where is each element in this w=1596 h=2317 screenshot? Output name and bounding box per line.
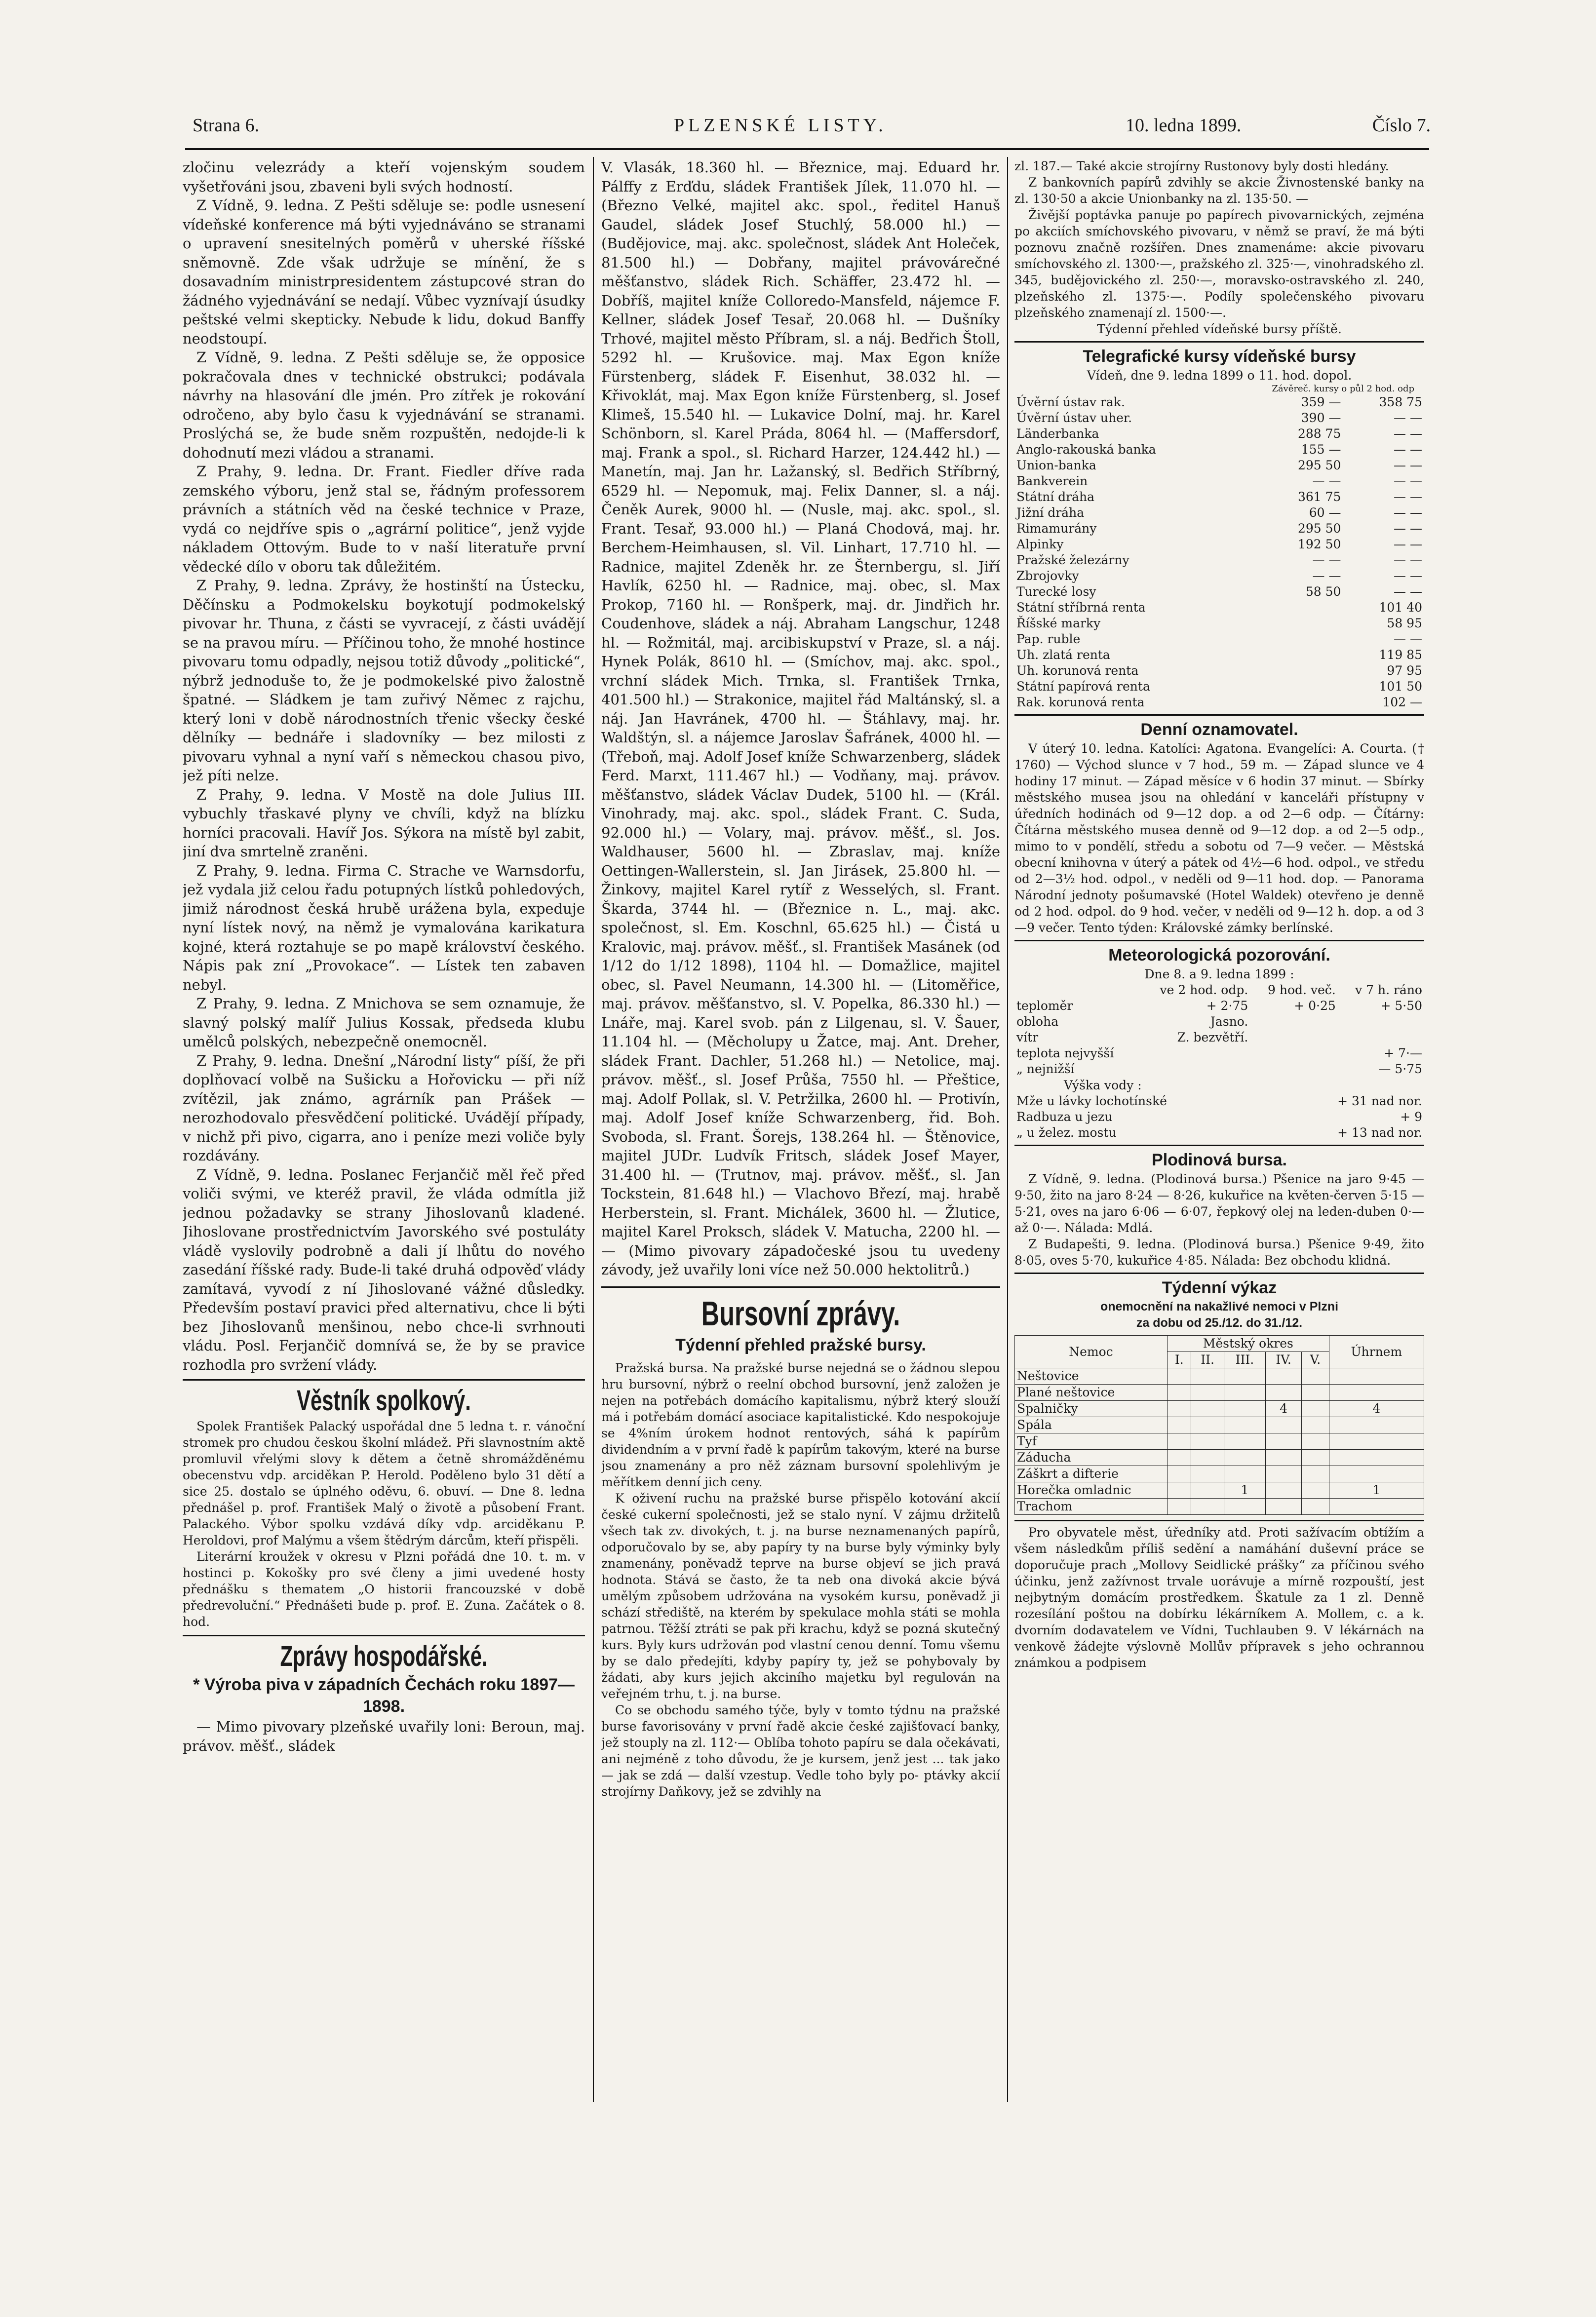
telegraph-name: Anglo-rakouská banka — [1016, 442, 1156, 457]
column-divider-1 — [593, 157, 594, 2102]
telegraph-name: Říšské marky — [1016, 616, 1101, 630]
section-rule — [1014, 940, 1424, 941]
vykaz-cell — [1168, 1417, 1191, 1433]
vykaz-cell — [1191, 1482, 1224, 1499]
telegraph-value-1: 295 50 — [1297, 458, 1341, 472]
vykaz-disease: Trachom — [1015, 1499, 1168, 1515]
issue-number: Číslo 7. — [1372, 115, 1431, 136]
telegraph-value-1: — — — [1312, 569, 1341, 583]
vykaz-cell — [1265, 1368, 1301, 1385]
telegraph-column-head: Závěreč. kursy o půl 2 hod. odp — [1272, 384, 1414, 394]
vykaz-head-okres: Městský okres — [1168, 1336, 1329, 1352]
water-heading: Výška vody : — [1064, 1078, 1142, 1092]
vykaz-row — [1015, 1401, 1424, 1417]
column-3 — [1014, 158, 1424, 2098]
article-text: Z Prahy, 9. ledna. Zprávy, že hostinští na Ústecku, Děčínsku a Podmokelsku boykotují podmokelský pivovar hr. Thuna, z části se vyvracejí, z části uvádějí se na pravou míru. — Příčinou toho, že mnohé hostince pivovaru tomu odpadly, nejsou totiž důvody „politické“, nýbrž jednoduše to, že je podmokelské pivo žalostně špatné. — Sládkem je tam zuřivý Němec z rajchu, který loni v době národnostních třenic všecky české dělníky — bednáře i sladovníky — bez milosti z pivovaru vyhnal a nyní vaří s německou chasou pivo, jež píti nelze. — [183, 577, 585, 784]
vykaz-disease: Záškrt a difterie — [1015, 1466, 1168, 1482]
plodinova-heading: Plodinová bursa. — [1152, 1151, 1287, 1169]
telegraph-name: Úvěrní ústav uher. — [1016, 411, 1132, 425]
section-rule — [183, 1635, 585, 1636]
meteo-value — [1138, 1045, 1250, 1061]
telegraph-row — [1014, 426, 1424, 442]
vykaz-cell — [1302, 1417, 1329, 1433]
telegraph-row — [1014, 695, 1424, 710]
article-text: Pražská bursa. Na pražské burse nejedná se o žádnou slepou hru bursovní, nýbrž o reelní obchod bursovní, jenž založen je nejen na potřebách domácího kapitalismu, nýbrž který slouží má i potřebám domácí asociace kapitalistické. Kdo nespokojuje se 4%ním úrokem hodnot rentových, sáhá k papírům dividendním a v první řadě k papírům takovým, které na burse jsou znamenány a pro něž záznam bursovní spolehlivým je měřítkem denní jich ceny. — [601, 1360, 1000, 1489]
telegraph-name: Úvěrní ústav rak. — [1016, 395, 1125, 409]
telegraph-value-1 — [1262, 600, 1343, 616]
meteo-value — [1138, 1061, 1250, 1077]
vykaz-cell — [1168, 1368, 1191, 1385]
telegraph-value-1: 288 75 — [1297, 426, 1341, 441]
water-name: Radbuza u jezu — [1016, 1110, 1113, 1124]
telegraph-name: Uh. korunová renta — [1016, 663, 1139, 678]
vykaz-cell — [1191, 1433, 1224, 1450]
meteo-name: teploměr — [1016, 999, 1073, 1013]
telegraph-value-2: — — — [1394, 569, 1422, 583]
vykaz-cell — [1224, 1417, 1265, 1433]
water-value: + 31 nad nor. — [1337, 1094, 1422, 1108]
telegraph-value-2: — — — [1394, 490, 1422, 504]
zpravy-heading: Zprávy hospodářské. — [280, 1640, 488, 1672]
telegraph-value-1 — [1262, 631, 1343, 647]
vykaz-cell — [1302, 1499, 1329, 1515]
meteo-name: obloha — [1016, 1014, 1059, 1029]
meteo-head-col: ve 2 hod. odp. — [1160, 983, 1248, 997]
vykaz-cell — [1302, 1401, 1329, 1417]
vykaz-cell — [1302, 1385, 1329, 1401]
vykaz-row — [1015, 1482, 1424, 1499]
telegraph-row — [1014, 663, 1424, 679]
newspaper-title: PLZENSKÉ LISTY. — [674, 115, 887, 136]
article-text: Z Budapešti, 9. ledna. (Plodinová bursa.) Pšenice 9·49, žito 8·05, oves 5·70, kukuřice 4·85. Nálada: Bez obchodu klidná. — [1014, 1237, 1424, 1268]
article-text: Z Prahy, 9. ledna. Firma C. Strache ve Warnsdorfu, jež vydala již celou řadu potupných lístků pohledových, jimiž národnost česká hrubě urážena byla, expeduje nyní lístek nový, na němž je vymalována karikatura kojné, která roztahuje se po mapě království českého. Nápis pak zní „Provokace“. — Lístek ten zabaven nebyl. — [183, 862, 585, 993]
vykaz-cell — [1168, 1450, 1191, 1466]
meteo-name: teplota nejvyšší — [1016, 1046, 1114, 1060]
page-number: Strana 6. — [193, 115, 260, 136]
vykaz-row — [1015, 1466, 1424, 1482]
article-text: Týdenní přehled vídeňské bursy příště. — [1097, 322, 1342, 336]
telegraph-value-1 — [1262, 647, 1343, 663]
article-text: Z Prahy, 9. ledna. Z Mnichova se sem oznamuje, že slavný polský malíř Julius Kossak, předseda klubu umělců polských, nebezpečně onemocněl. — [183, 995, 585, 1050]
vykaz-cell — [1168, 1385, 1191, 1401]
meteo-name: vítr — [1016, 1030, 1039, 1044]
vykaz-disease: Neštovice — [1015, 1368, 1168, 1385]
vykaz-subheading: onemocnění na nakažlivé nemoci v Plzni — [1100, 1300, 1339, 1313]
section-rule — [183, 1379, 585, 1381]
telegraph-row — [1014, 568, 1424, 584]
vykaz-row — [1015, 1450, 1424, 1466]
section-rule — [1014, 714, 1424, 716]
telegraph-name: Turecké losy — [1016, 584, 1096, 599]
telegraph-row — [1014, 473, 1424, 489]
article-text: Z Vídně, 9. ledna. (Plodinová bursa.) Pšenice na jaro 9·45 — 9·50, žito na jaro 8·24 — 8·26, kukuřice na květen-červen 5·15 — 5·21, oves na jaro 6·06 — 6·07, řepkový olej na leden-duben 0·— až 0·—. Nálada: Mdlá. — [1014, 1172, 1424, 1235]
article-text: Spolek František Palacký uspořádal dne 5 ledna t. r. vánoční stromek pro chudou českou školní mládež. Při slavnostním aktě promluvil vřelými slovy k dětem a četně shromážděnému obecenstvu vdp. arciděkan P. Herold. Poděleno bylo 31 dětí a sice 25. dostalo se úplného oděvu, 6. obuví. — Dne 8. ledna přednášel p. prof. František Malý o životě a působení Frant. Palackého. Výbor spolku vzdává díky vdp. arciděkanu P. Heroldovi, prof Malýmu a všem štědrým dárcům, kteří přispěli. — [183, 1419, 585, 1547]
meteo-value — [1250, 1045, 1337, 1061]
telegraph-row — [1014, 489, 1424, 505]
vykaz-head-col: II. — [1191, 1352, 1224, 1368]
meteo-value: Z. bezvětří. — [1177, 1030, 1248, 1044]
article-text: Z Vídně, 9. ledna. Z Pešti sděluje se: podle usnesení vídeňské konference má býti vyjednáváno se stranami o upravení snesitelných poměrů v uherské říšské sněmovně. Zde však udržuje se mínění, že s dosavadním ministrpresidentem zástupcové stran do žádného vyjednávání se nedají. Vůbec vyznívají úsudky peštské velmi skepticky. Nebude k lidu, dokud Banffy neodstoupí. — [183, 197, 585, 347]
vykaz-cell — [1265, 1417, 1301, 1433]
telegraph-value-1 — [1262, 663, 1343, 679]
meteo-value: + 0·25 — [1294, 999, 1336, 1013]
vykaz-disease: Horečka omladnic — [1015, 1482, 1168, 1499]
water-value: + 9 — [1400, 1110, 1422, 1124]
telegraph-value-2: — — — [1394, 632, 1422, 646]
vykaz-cell — [1224, 1499, 1265, 1515]
vykaz-table — [1014, 1335, 1424, 1515]
section-rule — [601, 1286, 1000, 1288]
article-text: — Mimo pivovary plzeňské uvařily loni: Beroun, maj. právov. měšť., sládek — [183, 1718, 585, 1754]
vykaz-cell — [1224, 1466, 1265, 1482]
vykaz-cell — [1265, 1499, 1301, 1515]
section-rule — [1014, 341, 1424, 343]
telegraph-value-2: — — — [1394, 553, 1422, 567]
telegraph-value-2: — — — [1394, 426, 1422, 441]
telegraph-name: Zbrojovky — [1016, 569, 1079, 583]
telegraph-value-1: — — — [1312, 553, 1341, 567]
telegraph-value-2: 101 50 — [1379, 679, 1422, 694]
telegraph-name: Union-banka — [1016, 458, 1096, 472]
vykaz-cell — [1302, 1450, 1329, 1466]
vykaz-cell — [1302, 1466, 1329, 1482]
vykaz-cell — [1265, 1450, 1301, 1466]
meteo-row — [1014, 1045, 1424, 1061]
vykaz-head-uhrnem: Úhrnem — [1329, 1336, 1424, 1368]
vykaz-total — [1329, 1466, 1424, 1482]
meteo-value: + 7·— — [1384, 1046, 1422, 1060]
vykaz-cell — [1168, 1466, 1191, 1482]
article-text: V úterý 10. ledna. Katolíci: Agatona. Evangelíci: A. Courta. († 1760) — Východ slunce v 7 hod., 59 m. — Západ slunce ve 4 hodiny 17 minut. — Západ měsíce v 6 hodin 37 minut. — Sbírky městského musea jsou na ohledání v kanceláři přístupny v úředních hodinách od 9—12 dop. a od 2—6 odp. — Čítárny: Čítárna městského musea denně od 9—12 dop. a od 2—5 odp., mimo to v pondělí, středu a sobotu od 7—9 večer. — Městská obecní knihovna v úterý a pátek od 4½—6 hod. odpol., ve středu od 2—3½ hod. odpol., v neděli od 9—11 hod. dop. — Panorama Národní jednoty pošumavské (Hotel Waldek) otevřeno je denně od 2 hod. odpol. do 9 hod. večer, v neděli od 9—12 h. dop. a od 3—9 večer. Tento týden: Královské zámky berlínské. — [1014, 741, 1424, 935]
meteo-subheading: Dne 8. a 9. ledna 1899 : — [1144, 967, 1294, 981]
vykaz-cell — [1168, 1401, 1191, 1417]
meteo-value — [1250, 1014, 1337, 1030]
vykaz-cell — [1191, 1401, 1224, 1417]
advertisement-text: Pro obyvatele měst, úředníky atd. Proti sažívacím obtížím a všem následkům příliš sedění a namáhání duševní práce se doporučuje prach „Mollovy Seidlické prášky“ za příčinou svého účinku, jenž zažívnost trvale uorávuje a mírně rozpouští, jest nejbytným domácím prostředkem. Škatule za 1 zl. Denně rozesílání poštou na dobírku lékárníkem A. Mollem, c. a k. dvorním dodavatelem ve Vídni, Tuchlauben 9. V lékárnách na venkově žádejte výslovně Mollův přípravek s jeho ochrannou známkou a podpisem — [1014, 1525, 1424, 1670]
vykaz-head-col: V. — [1302, 1352, 1329, 1368]
meteo-value — [1250, 1030, 1337, 1045]
telegraph-row — [1014, 600, 1424, 616]
vykaz-cell: 4 — [1265, 1401, 1301, 1417]
vykaz-row — [1015, 1385, 1424, 1401]
telegraph-row — [1014, 552, 1424, 568]
vestnik-heading: Věstník spolkový. — [297, 1385, 471, 1417]
telegraph-name: Bankverein — [1016, 474, 1088, 488]
article-text: Literární kroužek v okresu v Plzni pořádá dne 10. t. m. v hostinci p. Kokošky pro své členy a jimi uvedené hosty přednášku s thematem „O historii francouzské v době předrevoluční.“ Přednášeti bude p. prof. E. Zuna. Začátek o 8. hod. — [183, 1549, 585, 1629]
vykaz-cell — [1191, 1466, 1224, 1482]
vykaz-cell — [1191, 1385, 1224, 1401]
telegraph-value-1: 361 75 — [1297, 490, 1341, 504]
telegraph-value-2: — — — [1394, 521, 1422, 536]
vykaz-head-col: I. — [1168, 1352, 1191, 1368]
telegraph-name: Rimamurány — [1016, 521, 1097, 536]
telegraph-name: Alpinky — [1016, 537, 1064, 551]
telegraph-value-2: — — — [1394, 505, 1422, 520]
telegraph-value-1: 192 50 — [1297, 537, 1341, 551]
telegraph-row — [1014, 647, 1424, 663]
vykaz-cell — [1302, 1368, 1329, 1385]
telegraph-name: Uh. zlatá renta — [1016, 648, 1110, 662]
meteo-value: Jasno. — [1210, 1014, 1248, 1029]
water-table — [1014, 1093, 1424, 1141]
article-text: Co se obchodu samého týče, byly v tomto týdnu na pražské burse favorisovány v první řadě akcie české zajišťovací banky, jež stouply na zl. 112·— Oblíba tohoto papíru se dala očekávati, ani nejméně z toho důvodu, že je kursem, jenž jest ... tak jako — jak se zdá — další vzestup. Vedle toho byly po- ptávky akcií strojírny Daňkovy, jež se zdvihly na — [601, 1702, 1000, 1799]
vykaz-cell — [1191, 1417, 1224, 1433]
telegraph-subheading: Vídeň, dne 9. ledna 1899 o 11. hod. dopol. — [1087, 368, 1352, 383]
meteo-value — [1250, 1061, 1337, 1077]
vykaz-head-col: III. — [1224, 1352, 1265, 1368]
telegraph-row — [1014, 616, 1424, 631]
vykaz-total — [1329, 1433, 1424, 1450]
telegraph-value-2: 101 40 — [1379, 600, 1422, 615]
vykaz-cell — [1168, 1499, 1191, 1515]
meteo-value: — 5·75 — [1378, 1062, 1422, 1076]
vykaz-disease: Spála — [1015, 1417, 1168, 1433]
telegraph-name: Jižní dráha — [1016, 505, 1085, 520]
column-1 — [183, 158, 585, 2098]
telegraph-value-1 — [1262, 679, 1343, 695]
vykaz-disease: Spalničky — [1015, 1401, 1168, 1417]
telegraph-value-2: 358 75 — [1379, 395, 1422, 409]
telegraph-value-2: — — — [1394, 537, 1422, 551]
vykaz-cell — [1302, 1433, 1329, 1450]
article-text: Z Prahy, 9. ledna. V Mostě na dole Julius III. vybuchly třaskavé plyny ve chvíli, když na blízku horníci pracovali. Havíř Jos. Sýkora na místě byl zabit, jiní dva smrtelně zraněni. — [183, 786, 585, 860]
telegraph-name: Pražské železárny — [1016, 553, 1129, 567]
telegraph-row — [1014, 631, 1424, 647]
vykaz-date: za dobu od 25./12. do 31./12. — [1136, 1316, 1303, 1330]
vykaz-cell — [1224, 1385, 1265, 1401]
vykaz-cell — [1224, 1433, 1265, 1450]
meteo-table — [1014, 982, 1424, 1077]
vykaz-cell: 1 — [1224, 1482, 1265, 1499]
telegraph-row — [1014, 584, 1424, 600]
section-rule — [1014, 1273, 1424, 1274]
meteo-row — [1014, 1061, 1424, 1077]
vykaz-row — [1015, 1433, 1424, 1450]
article-text: zl. 187.— Také akcie strojírny Rustonovy byly dosti hledány. — [1014, 159, 1389, 173]
telegraph-name: Rak. korunová renta — [1016, 695, 1145, 709]
vykaz-cell — [1224, 1450, 1265, 1466]
water-row — [1014, 1093, 1424, 1109]
telegraph-row — [1014, 679, 1424, 695]
water-name: Mže u lávky lochotínské — [1016, 1094, 1167, 1108]
vykaz-total — [1329, 1368, 1424, 1385]
column-2 — [601, 158, 1000, 2098]
article-text: zločinu velezrády a kteří vojenským soudem vyšetřováni jsou, zbaveni byli svých hodností. — [183, 159, 585, 195]
vykaz-row — [1015, 1499, 1424, 1515]
article-text: Z Vídně, 9. ledna. Z Pešti sděluje se, že opposice pokračovala dnes v technické obstrukci; podávala návrhy na hlasování dle jmén. Pro zítřek je rokování odročeno, aby bylo času k vyjednávání se stranami. Proslýchá se, že bude sněm rozpuštěn, nedojde-li k dohodnutí mezi vládou a stranami. — [183, 349, 585, 461]
telegraph-value-2: 58 95 — [1387, 616, 1422, 630]
vykaz-heading: Týdenní výkaz — [1162, 1278, 1277, 1297]
bursa-subheading: Týdenní přehled pražské bursy. — [675, 1335, 926, 1354]
telegraph-value-1: 390 — — [1301, 411, 1341, 425]
telegraph-value-2: 119 85 — [1379, 648, 1422, 662]
article-text: Z Vídně, 9. ledna. Poslanec Ferjančič měl řeč před voliči svými, ve kteréž pravil, že vláda odmítla již jednou požadavky se strany Jihoslovanů kladené. Jihoslovane prostřednictvím Javorského své postuláty vládě vyslovily podrobně a dali jí lhůtu do nového zasedání říšské rady. Bude-li také druhá odpověď vlády zamítavá, vyvodí z ní Jihoslované vážné důsledky. Především postaví pravici před alternativu, chce li býti bez Jihoslovanů menšinou, nebo chce-li svrhnouti vládu. Posl. Ferjančič domnívá se, že by se pravice rozhodla pro svržení vlády. — [183, 1166, 585, 1373]
telegraph-row — [1014, 521, 1424, 537]
vykaz-row — [1015, 1417, 1424, 1433]
article-text: Z bankovních papírů zdvihly se akcie Živnostenské banky na zl. 130·50 a akcie Unionbanky na zl. 135·50. — — [1014, 175, 1424, 206]
meteo-row — [1014, 1030, 1424, 1045]
column-divider-2 — [1007, 157, 1008, 2102]
telegraph-value-1: 60 — — [1309, 505, 1341, 520]
meteo-head-blank — [1014, 982, 1138, 998]
vykaz-row — [1015, 1368, 1424, 1385]
telegraph-table — [1014, 394, 1424, 710]
telegraph-value-2: 102 — — [1382, 695, 1422, 709]
telegraph-name: Pap. ruble — [1016, 632, 1081, 646]
bursa-heading: Bursovní zprávy. — [701, 1294, 900, 1333]
telegraph-row — [1014, 410, 1424, 426]
telegraph-row — [1014, 505, 1424, 521]
vykaz-cell — [1191, 1368, 1224, 1385]
article-text: V. Vlasák, 18.360 hl. — Březnice, maj. Eduard hr. Pálffy z Erďdu, sládek František Jílek, 11.070 hl. — (Březno Velké, majitel akc. spol., ředitel Hanuš Gaudel, sládek Josef Stuchlý, 58.000 hl.) — (Budějovice, maj. akc. společnost, sládek Ant Holeček, 81.500 hl.) — Dobřany, majitel právovárečné měšťanstvo, sládek Rich. Schäffer, 23.472 hl. — Dobříš, majitel kníže Colloredo-Mansfeld, nájemce F. Kellner, sládek Josef Tesař, 20.068 hl. — Dušníky Trhové, majitel město Příbram, sl. a náj. Bedřich Štoll, 5292 hl. — Krušovice. maj. Max Egon kníže Fürstenberg, sládek F. Eisenhut, 38.032 hl. — Křivoklát, maj. Max Egon kníže Fürstenberg, sl. Josef Klimeš, 15.540 hl. — Lukavice Dolní, maj. hr. Karel Schönborn, sl. Karel Práda, 8064 hl. — (Maffersdorf, maj. Frank a spol., sl. Richard Harzer, 124.442 hl.) — Manetín, maj. Jan hr. Lažanský, sl. Bedřich Stříbrný, 6529 hl. — Nepomuk, maj. Felix Danner, sl. a náj. Čeněk Aurek, 9000 hl. — (Nusle, maj. akc. spol., sl. Frant. Tesař, 93.000 hl.) — Planá Chodová, maj. hr. Berchem-Heimhausen, sl. Vil. Linhart, 17.710 hl. — Radnice, majitel Zdeněk hr. ze Šternbergu, sl. Jiří Havlík, 6250 hl. — Radnice, maj. obec, sl. Max Prokop, 7160 hl. — Ronšperk, maj. dr. Jindřich hr. Coudenhove, sládek a náj. Abraham Langschur, 1248 hl. — Rožmitál, maj. arcibiskupství v Praze, sl. a náj. Hynek Polák, 8610 hl. — (Smíchov, maj. akc. spol., vrchní sládek Mich. Trnka, sl. František Trnka, 401.500 hl.) — Strakonice, majitel řád Maltánský, sl. a náj. Jan Havránek, 4700 hl. — Štáhlavy, maj. hr. Waldštýn, sl. a nájemce Jaroslav Šafránek, 4000 hl. — (Třeboň, maj. Adolf Josef kníže Schwarzenberg, sládek Ferd. Marxt, 111.467 hl.) — Vodňany, maj. právov. měšťanstvo, sládek Václav Dudek, 5100 hl. — (Král. Vinohrady, maj. akc. spol., sládek Frant. C. Suda, 92.000 hl.) — Volary, maj. právov. měšť., sl. Jos. Waldhauser, 5600 hl. — Zbraslav, maj. kníže Oettingen-Wallerstein, sl. Jan Jirásek, 25.800 hl. — Žinkovy, majitel Karel rytíř z Wesselých, sl. Frant. Škarda, 3744 hl. — (Březnice n. L., maj. akc. společnost, sl. Em. Koschnl, 65.625 hl.) — Čistá u Kralovic, maj. právov. měšť., sl. František Masánek (od 1/12 do 1/12 1898), 1104 hl. — Domažlice, majitel obec, sl. Pavel Neumann, 14.300 hl. — (Litoměřice, maj. právov. měšťanstvo, sl. V. Popelka, 86.330 hl.) — Lnáře, maj. Karel svob. pán z Lilgenau, sl. V. Šauer, 11.104 hl. — (Měcholupy u Žatce, maj. Ant. Dreher, sládek Frant. Dachler, 51.268 hl.) — Netolice, maj. právov. měšť., sl. Josef Průša, 7550 hl. — Přeštice, maj. Adolf Pollak, sl. V. Petržilka, 2600 hl. — Protivín, maj. Adolf Josef kníže Schwarzenberg, řid. Boh. Svoboda, sl. Frant. Šorejs, 138.264 hl. — Štěnovice, majitel JUDr. Ludvík Fritsch, sládek Josef Mayer, 31.400 hl. — (Trutnov, maj. právov. měšť., sl. Jan Tockstein, 81.648 hl.) — Vlachovo Březí, maj. hrabě Herberstein, sl. Frant. Michálek, 3600 hl. — Žlutice, majitel Karel Proksch, sládek V. Matucha, 2200 hl. — — (Mimo pivovary západočeské jsou tu uvedeny závody, jež uvařily loni více než 50.000 hektolitrů.) — [601, 159, 1000, 1278]
meteo-name: „ nejnižší — [1016, 1062, 1075, 1076]
water-value: + 13 nad nor. — [1337, 1125, 1422, 1140]
telegraph-value-2: — — — [1394, 442, 1422, 457]
issue-date: 10. ledna 1899. — [1126, 115, 1242, 136]
vykaz-total — [1329, 1385, 1424, 1401]
meteo-value: + 5·50 — [1380, 999, 1422, 1013]
meteo-value: + 2·75 — [1206, 999, 1248, 1013]
section-rule — [1014, 1145, 1424, 1146]
meteo-head-col: v 7 h. ráno — [1355, 983, 1422, 997]
meteo-value — [1338, 1014, 1424, 1030]
vykaz-cell — [1265, 1385, 1301, 1401]
meteo-heading: Meteorologická pozorování. — [1108, 946, 1330, 965]
telegraph-row — [1014, 394, 1424, 410]
telegraph-row — [1014, 458, 1424, 473]
vykaz-total: 1 — [1329, 1482, 1424, 1499]
vykaz-cell — [1191, 1450, 1224, 1466]
telegraph-value-2: — — — [1394, 411, 1422, 425]
water-name: „ u želez. mostu — [1016, 1125, 1117, 1140]
telegraph-value-1: — — — [1312, 474, 1341, 488]
vykaz-cell — [1224, 1368, 1265, 1385]
telegraph-value-2: — — — [1394, 474, 1422, 488]
article-text: Z Prahy, 9. ledna. Dnešní „Národní listy“ píší, že při doplňovací volbě na Sušicku a Hořovicku — při níž zvítězil, jak známo, agrárník pan Prášek — nerozhodovalo přesvědčení politické. Uvádějí případy, v nichž při pivo, cigarra, ano i peníze mezi voliče byly rozdávány. — [183, 1052, 585, 1164]
water-row — [1014, 1125, 1424, 1141]
telegraph-value-1 — [1262, 616, 1343, 631]
telegraph-name: Státní stříbrná renta — [1016, 600, 1146, 615]
article-text: K oživení ruchu na pražské burse přispělo kotování akcií české cukerní společnosti, jež se stalo nyní. V zájmu držitelů všech tak zv. divokých, t. j. na burse neznamenaných papírů, odporučovalo by se, aby papíry ty na burse byly výminky byly znamenány, poněvadž teprve na burse objeví se jich pravá hodnota. Stává se často, že ta neb ona divoká akcie bývá umělým způsobem udržována na vysokém kursu, poněvadž ji schází střediště, na kterém by spekulace mohla státi se mohla patrnou. Těžší ztráti se pak při krachu, když se pozná skutečný kurs. Byly kurs udržován pod vlastní cenou denní. Tomu všemu by se dalo předejíti, kdyby papíry ty, jež se pohybovaly by žádati, aby kurs jejich akciního majetku byl regulován na veřejném trhu, t. j. na burse. — [601, 1491, 1000, 1701]
vykaz-cell — [1302, 1482, 1329, 1499]
vykaz-cell — [1191, 1499, 1224, 1515]
meteo-row — [1014, 998, 1424, 1014]
telegraph-value-1: 58 50 — [1305, 584, 1341, 599]
telegraph-value-2: — — — [1394, 458, 1422, 472]
telegraph-row — [1014, 442, 1424, 458]
vykaz-cell — [1265, 1466, 1301, 1482]
telegraph-value-1 — [1262, 695, 1343, 710]
vykaz-head-col: IV. — [1265, 1352, 1301, 1368]
meteo-head-col: 9 hod. več. — [1267, 983, 1336, 997]
page-header — [193, 115, 1431, 144]
vykaz-cell — [1265, 1482, 1301, 1499]
subheading: * Výroba piva v západních Čechách roku 1897—1898. — [193, 1675, 575, 1716]
telegraph-value-2: 97 95 — [1387, 663, 1422, 678]
telegraph-name: Státní papírová renta — [1016, 679, 1150, 694]
meteo-value — [1338, 1030, 1424, 1045]
vykaz-cell — [1224, 1401, 1265, 1417]
vykaz-disease: Tyf — [1015, 1433, 1168, 1450]
telegraph-name: Státní dráha — [1016, 490, 1095, 504]
telegraph-name: Länderbanka — [1016, 426, 1099, 441]
telegraph-value-1: 295 50 — [1297, 521, 1341, 536]
vykaz-cell — [1168, 1433, 1191, 1450]
telegraph-row — [1014, 537, 1424, 552]
vykaz-disease: Plané neštovice — [1015, 1385, 1168, 1401]
water-row — [1014, 1109, 1424, 1125]
article-text: Živější poptávka panuje po papírech pivovarnických, zejména po akciích smíchovského pivovaru, v němž se praví, že má býti poznovu značně rozšířen. Dnes znamenáme: akcie pivovaru smíchovského zl. 1300·—, pražského zl. 325·—, vinohradského zl. 345, budějovického zl. 250·—, moravsko-ostravského zl. 240, plzeňského zl. 1375·—. Podíly společenského pivovaru plzeňského znamenají zl. 1500·—. — [1014, 208, 1424, 320]
vykaz-head-nemoc: Nemoc — [1015, 1336, 1168, 1368]
vykaz-total — [1329, 1417, 1424, 1433]
vykaz-total: 4 — [1329, 1401, 1424, 1417]
vykaz-disease: Záducha — [1015, 1450, 1168, 1466]
article-text: Z Prahy, 9. ledna. Dr. Frant. Fiedler dříve rada zemského výboru, jenž stal se, řádným professorem právních a státních věd na české technice v Praze, vydá co nejdříve spis o „agrární politice“, jenž vyjde nákladem Ottovým. Bude to v naší literatuře první vědecké dílo v oboru tak důležitém. — [183, 463, 585, 575]
vykaz-cell — [1168, 1482, 1191, 1499]
meteo-head-row — [1014, 982, 1424, 998]
meteo-row — [1014, 1014, 1424, 1030]
vykaz-total — [1329, 1450, 1424, 1466]
telegraph-value-1: 155 — — [1301, 442, 1341, 457]
telegraph-heading: Telegrafické kursy vídeňské bursy — [1083, 347, 1356, 366]
telegraph-value-2: — — — [1394, 584, 1422, 599]
telegraph-value-1: 359 — — [1301, 395, 1341, 409]
section-rule — [1014, 1520, 1424, 1521]
denni-heading: Denní oznamovatel. — [1140, 720, 1298, 739]
header-rule — [185, 148, 1429, 150]
vykaz-cell — [1265, 1433, 1301, 1450]
vykaz-total — [1329, 1499, 1424, 1515]
